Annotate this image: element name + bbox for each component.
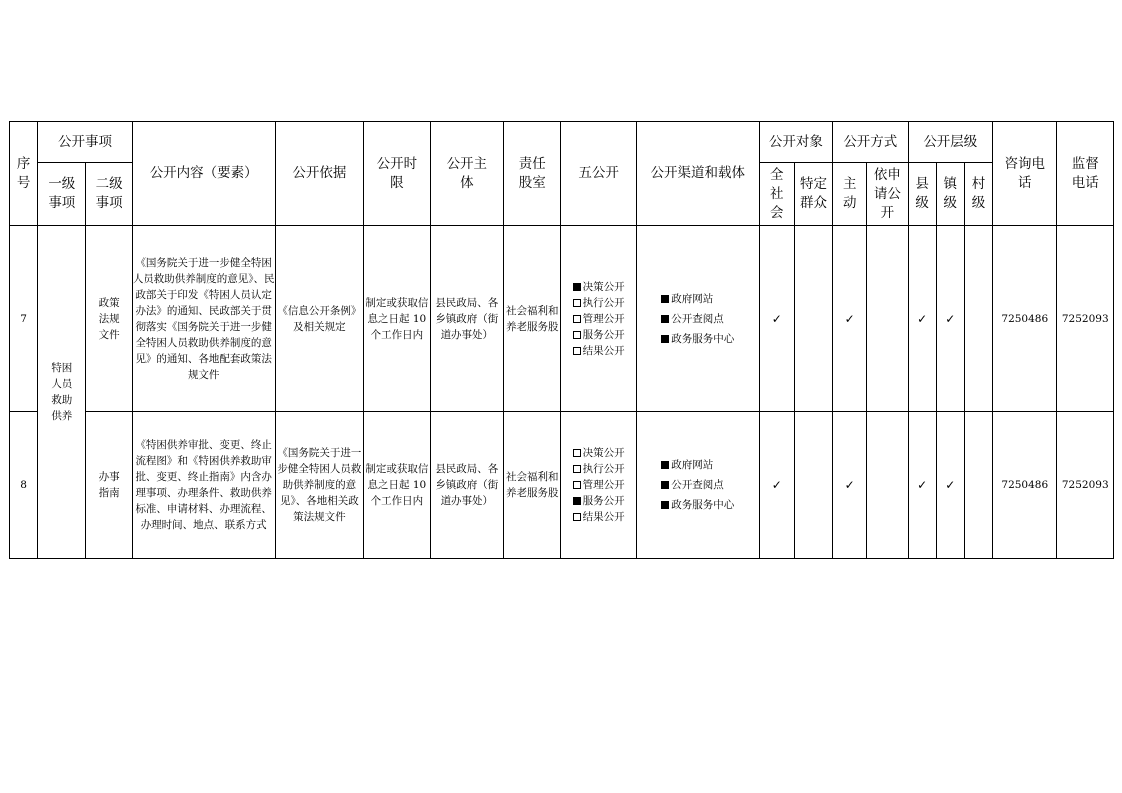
channel-item: [661, 455, 734, 475]
content-cell: 《国务院关于进一步健全特困人员救助供养制度的意见》、民政部关于印发《特困人员认定办法》的通知、民政部关于贯彻落实《国务院关于进一步健全特困人员救助供养制度的意见》的通知、各地配套政策法规文件: [132, 226, 275, 412]
header-level-village: 村 级: [964, 163, 992, 226]
five-item: [573, 461, 625, 477]
five-item: [573, 327, 625, 343]
filled-square-icon: [661, 501, 669, 509]
five-item-label: 管理公开: [582, 312, 625, 325]
checked-box-icon: [573, 497, 581, 505]
seq-cell: 7: [10, 226, 38, 412]
subject-cell: 县民政局、各乡镇政府（街道办事处）: [430, 412, 503, 559]
check-mark-all: ✓: [759, 412, 794, 559]
check-mark-county: ✓: [908, 412, 936, 559]
channel-cell: [636, 226, 759, 412]
supervise-cell: 7252093: [1057, 226, 1114, 412]
channel-cell: [636, 412, 759, 559]
basis-cell: 《国务院关于进一步健全特困人员救助供养制度的意见》、各地相关政策法规文件: [275, 412, 364, 559]
five-item: [573, 279, 625, 295]
header-level2: 二级 事项: [86, 163, 132, 226]
check-mark-active: ✓: [833, 412, 867, 559]
phone-cell: 7250486: [993, 226, 1057, 412]
target-specific-cell: [794, 412, 832, 559]
dept-cell: 社会福利和养老服务股: [504, 412, 561, 559]
supervise-cell: 7252093: [1057, 412, 1114, 559]
unchecked-box-icon: [573, 299, 581, 307]
level1-cell: 特困 人员 救助 供养: [38, 226, 86, 559]
unchecked-box-icon: [573, 315, 581, 323]
header-target-all: 全 社 会: [759, 163, 794, 226]
channel-item: [661, 475, 734, 495]
check-mark-all: ✓: [759, 226, 794, 412]
checked-box-icon: [573, 283, 581, 291]
unchecked-box-icon: [573, 449, 581, 457]
content-cell: 《特困供养审批、变更、终止流程图》和《特困供养救助审批、变更、终止指南》内含办理事项、办理条件、救助供养标准、申请材料、办理流程、办理时间、地点、联系方式: [132, 412, 275, 559]
filled-square-icon: [661, 461, 669, 469]
phone-cell: 7250486: [993, 412, 1057, 559]
header-method-request: 依申 请公 开: [867, 163, 908, 226]
check-mark-town: ✓: [936, 226, 964, 412]
five-item: [573, 295, 625, 311]
channel-item-label: 政府网站: [671, 459, 714, 471]
header-time: 公开时 限: [364, 122, 430, 226]
five-item-label: 结果公开: [582, 344, 625, 357]
five-item-label: 结果公开: [582, 511, 625, 523]
header-level1: 一级 事项: [38, 163, 86, 226]
filled-square-icon: [661, 295, 669, 303]
channel-item-label: 政府网站: [671, 292, 714, 305]
filled-square-icon: [661, 481, 669, 489]
header-dept: 责任 股室: [504, 122, 561, 226]
method-request-cell: [867, 412, 908, 559]
five-item: [573, 477, 625, 493]
disclosure-table: [9, 121, 1114, 559]
channel-item-label: 公开查阅点: [671, 479, 724, 491]
five-item: [573, 311, 625, 327]
header-supervise: 监督 电话: [1057, 122, 1114, 226]
unchecked-box-icon: [573, 347, 581, 355]
header-basis: 公开依据: [275, 122, 364, 226]
dept-cell: 社会福利和养老服务股: [504, 226, 561, 412]
level2-cell: 政策 法规 文件: [86, 226, 132, 412]
header-target-specific: 特定 群众: [794, 163, 832, 226]
level-village-cell: [964, 412, 992, 559]
filled-square-icon: [661, 335, 669, 343]
channel-item: [661, 329, 734, 349]
header-seq: 序 号: [10, 122, 38, 226]
five-item-label: 决策公开: [582, 447, 625, 459]
header-target-group: 公开对象: [759, 122, 832, 163]
seq-cell: 8: [10, 412, 38, 559]
five-cell: [561, 412, 636, 559]
header-channel: 公开渠道和载体: [636, 122, 759, 226]
five-item-label: 管理公开: [582, 479, 625, 491]
time-cell: 制定或获取信息之日起 10 个工作日内: [364, 412, 430, 559]
check-mark-town: ✓: [936, 412, 964, 559]
time-cell: 制定或获取信息之日起 10 个工作日内: [364, 226, 430, 412]
table-row: [10, 226, 1114, 412]
header-level-county: 县 级: [908, 163, 936, 226]
five-item: [573, 445, 625, 461]
five-item: [573, 493, 625, 509]
header-item-group: 公开事项: [38, 122, 133, 163]
target-specific-cell: [794, 226, 832, 412]
header-subject: 公开主 体: [430, 122, 503, 226]
unchecked-box-icon: [573, 481, 581, 489]
header-level-town: 镇 级: [936, 163, 964, 226]
check-mark-active: ✓: [833, 226, 867, 412]
header-level-group: 公开层级: [908, 122, 993, 163]
unchecked-box-icon: [573, 331, 581, 339]
five-item-label: 服务公开: [582, 328, 625, 341]
channel-item: [661, 289, 734, 309]
five-item-label: 决策公开: [582, 280, 625, 293]
table-row: [10, 412, 1114, 559]
header-method-group: 公开方式: [833, 122, 908, 163]
header-five: 五公开: [561, 122, 636, 226]
five-cell: [561, 226, 636, 412]
header-method-active: 主 动: [833, 163, 867, 226]
basis-cell: 《信息公开条例》及相关规定: [275, 226, 364, 412]
five-item: [573, 343, 625, 359]
channel-item: [661, 309, 734, 329]
channel-item: [661, 495, 734, 515]
channel-item-label: 政务服务中心: [671, 332, 735, 345]
five-item-label: 执行公开: [582, 296, 625, 309]
five-item-label: 执行公开: [582, 463, 625, 475]
header-phone: 咨询电 话: [993, 122, 1057, 226]
five-item-label: 服务公开: [582, 495, 625, 507]
channel-item-label: 政务服务中心: [671, 499, 735, 511]
method-request-cell: [867, 226, 908, 412]
subject-cell: 县民政局、各乡镇政府（街道办事处）: [430, 226, 503, 412]
filled-square-icon: [661, 315, 669, 323]
level2-cell: 办事 指南: [86, 412, 132, 559]
unchecked-box-icon: [573, 465, 581, 473]
header-content: 公开内容（要素）: [132, 122, 275, 226]
channel-item-label: 公开查阅点: [671, 312, 724, 325]
check-mark-county: ✓: [908, 226, 936, 412]
unchecked-box-icon: [573, 513, 581, 521]
level-village-cell: [964, 226, 992, 412]
five-item: [573, 509, 625, 525]
